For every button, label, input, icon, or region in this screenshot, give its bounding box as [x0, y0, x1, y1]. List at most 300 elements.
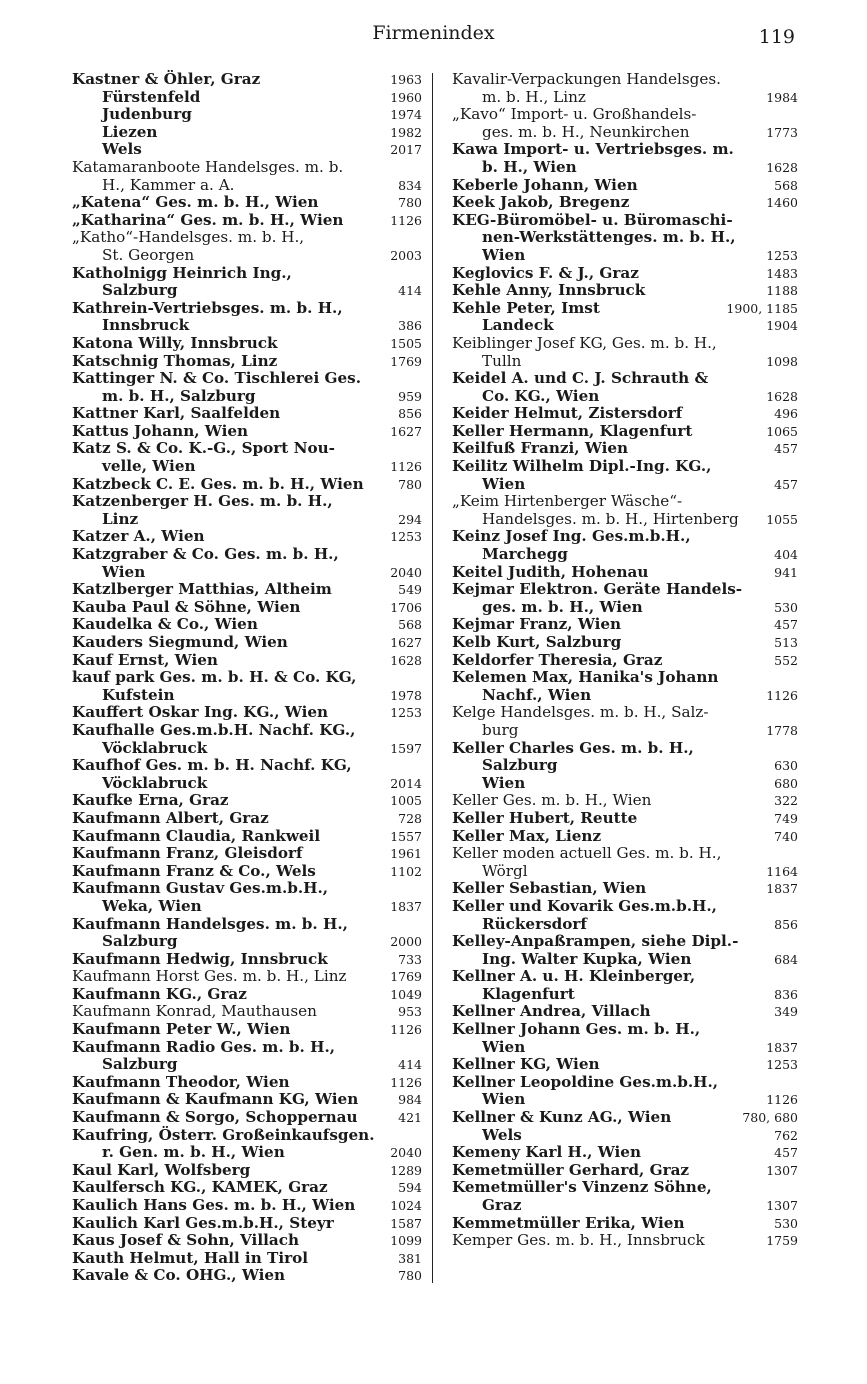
- index-entry: [72, 265, 422, 283]
- index-entry: [72, 828, 422, 846]
- index-entry: [72, 1267, 422, 1285]
- entry-name: Co. KG., Wien: [482, 386, 600, 405]
- entry-name: Kemetmüller's Vinzenz Söhne,: [452, 1178, 712, 1197]
- index-entry: [452, 916, 798, 934]
- index-entry: [72, 1091, 422, 1109]
- entry-name: Kaul Karl, Wolfsberg: [72, 1160, 251, 1179]
- index-entry: [452, 528, 798, 546]
- page-title: Firmenindex: [372, 22, 495, 44]
- entry-page-ref: 1982: [390, 124, 422, 140]
- entry-page-ref: 733: [398, 951, 422, 967]
- entry-name: „Keim Hirtenberger Wäsche“-: [452, 492, 683, 511]
- index-entry: [452, 775, 798, 793]
- entry-page-ref: 1307: [766, 1162, 798, 1178]
- entry-name: Kaulich Hans Ges. m. b. H., Wien: [72, 1196, 356, 1214]
- entry-name: Innsbruck: [102, 316, 190, 335]
- index-entry: [72, 493, 422, 511]
- entry-page-ref: 1974: [390, 107, 422, 123]
- entry-name: Katschnig Thomas, Linz: [72, 351, 278, 370]
- index-entry: [72, 124, 422, 142]
- index-entry: [72, 1215, 422, 1233]
- entry-name: Kaus Josef & Sohn, Villach: [72, 1231, 299, 1250]
- entry-page-ref: 2000: [390, 934, 422, 950]
- entry-name: Klagenfurt: [482, 984, 575, 1003]
- entry-name: burg: [482, 720, 519, 739]
- index-entry: [72, 845, 422, 863]
- entry-page-ref: 1597: [390, 740, 422, 756]
- index-entry: [452, 828, 798, 846]
- entry-page-ref: 1587: [390, 1215, 422, 1231]
- index-entry: [452, 89, 798, 107]
- index-entry: [452, 546, 798, 564]
- index-entry: [72, 634, 422, 652]
- entry-page-ref: 2017: [390, 142, 422, 158]
- entry-name: „Katena“ Ges. m. b. H., Wien: [72, 193, 319, 212]
- index-entry: [452, 1091, 798, 1109]
- entry-page-ref: 1049: [390, 986, 422, 1002]
- entry-page-ref: 1483: [766, 265, 798, 281]
- index-entry: [452, 616, 798, 634]
- entry-page-ref: 1706: [390, 599, 422, 615]
- entry-name: Katzbeck C. E. Ges. m. b. H., Wien: [72, 474, 364, 493]
- entry-name: Kehle Peter, Imst: [452, 298, 600, 317]
- index-entry: [72, 1021, 422, 1039]
- entry-name: Kattner Karl, Saalfelden: [72, 404, 281, 423]
- entry-page-ref: 1126: [390, 459, 422, 475]
- entry-name: Kaufmann Albert, Graz: [72, 808, 269, 827]
- entry-name: Kaufmann Gustav Ges.m.b.H.,: [72, 879, 329, 898]
- entry-name: Keider Helmut, Zistersdorf: [452, 404, 683, 423]
- entry-page-ref: 1759: [766, 1233, 798, 1249]
- entry-page-ref: 1773: [766, 124, 798, 140]
- entry-name: St. Georgen: [102, 245, 195, 264]
- entry-name: Kastner & Öhler, Graz: [72, 70, 261, 88]
- index-entry: [452, 740, 798, 758]
- entry-page-ref: 349: [774, 1004, 798, 1020]
- entry-name: Kauth Helmut, Hall in Tirol: [72, 1248, 308, 1267]
- entry-name: Wien: [482, 1037, 526, 1056]
- index-entry: [452, 704, 798, 722]
- index-entry: [452, 880, 798, 898]
- index-entry: [452, 1179, 798, 1197]
- entry-page-ref: 856: [774, 916, 798, 932]
- index-entry: [72, 933, 422, 951]
- index-entry: [452, 1056, 798, 1074]
- entry-name: Kelge Handelsges. m. b. H., Salz-: [452, 703, 709, 722]
- index-entry: [72, 177, 422, 195]
- entry-page-ref: 630: [774, 758, 798, 774]
- entry-name: Kaufhalle Ges.m.b.H. Nachf. KG.,: [72, 720, 356, 739]
- entry-page-ref: 2014: [390, 775, 422, 791]
- index-entry: [452, 1162, 798, 1180]
- index-entry: [452, 1074, 798, 1092]
- index-entry: [72, 247, 422, 265]
- entry-page-ref: 2040: [390, 1145, 422, 1161]
- entry-name: Kejmar Elektron. Geräte Handels-: [452, 580, 743, 599]
- index-entry: [72, 388, 422, 406]
- index-entry: [452, 476, 798, 494]
- entry-name: Kehle Anny, Innsbruck: [452, 281, 646, 300]
- index-entry: [452, 1109, 798, 1127]
- entry-page-ref: 1984: [766, 89, 798, 105]
- entry-name: ges. m. b. H., Neunkirchen: [482, 122, 690, 141]
- index-entry: [72, 1003, 422, 1021]
- index-entry: [72, 880, 422, 898]
- index-entry: [452, 353, 798, 371]
- index-entry: [452, 177, 798, 195]
- entry-name: velle, Wien: [102, 457, 196, 476]
- entry-name: Kelb Kurt, Salzburg: [452, 633, 622, 651]
- index-entry: [72, 1162, 422, 1180]
- entry-name: Fürstenfeld: [102, 87, 201, 106]
- entry-name: Marchegg: [482, 545, 568, 564]
- entry-name: Kellner Leopoldine Ges.m.b.H.,: [452, 1072, 719, 1091]
- entry-name: Kaulich Karl Ges.m.b.H., Steyr: [72, 1213, 334, 1232]
- index-entry: [72, 405, 422, 423]
- index-entry: [452, 229, 798, 247]
- entry-name: Kemper Ges. m. b. H., Innsbruck: [452, 1231, 705, 1250]
- entry-name: Kauffert Oskar Ing. KG., Wien: [72, 703, 329, 722]
- index-entry: [72, 968, 422, 986]
- index-entry: [72, 722, 422, 740]
- entry-name: Vöcklabruck: [102, 773, 208, 792]
- entry-name: Keldorfer Theresia, Graz: [452, 650, 663, 669]
- index-column-left: [72, 71, 422, 1285]
- entry-name: Ing. Walter Kupka, Wien: [482, 949, 692, 968]
- index-entry: [452, 124, 798, 142]
- index-entry: [72, 282, 422, 300]
- index-entry: [72, 1179, 422, 1197]
- entry-page-ref: 1024: [390, 1198, 422, 1213]
- index-entry: [72, 704, 422, 722]
- entry-page-ref: 414: [398, 1057, 422, 1073]
- index-entry: [452, 458, 798, 476]
- entry-page-ref: 1126: [390, 212, 422, 228]
- entry-page-ref: 1904: [766, 318, 798, 334]
- entry-name: „Katho“-Handelsges. m. b. H.,: [72, 228, 305, 247]
- entry-name: Rückersdorf: [482, 914, 587, 933]
- entry-name: m. b. H., Salzburg: [102, 386, 256, 405]
- index-entry: [452, 898, 798, 916]
- entry-page-ref: 1126: [766, 687, 798, 703]
- entry-page-ref: 1837: [390, 898, 422, 914]
- index-entry: [452, 194, 798, 212]
- entry-page-ref: 457: [774, 441, 798, 457]
- entry-page-ref: 1961: [390, 846, 422, 862]
- index-entry: [72, 687, 422, 705]
- entry-page-ref: 780, 680: [742, 1110, 798, 1126]
- index-entry: [72, 71, 422, 89]
- entry-name: Kaufmann Hedwig, Innsbruck: [72, 949, 328, 968]
- index-entry: [452, 265, 798, 283]
- index-entry: [72, 528, 422, 546]
- entry-name: nen-Werkstättenges. m. b. H.,: [482, 228, 736, 247]
- entry-name: Kaufmann Franz & Co., Wels: [72, 861, 316, 880]
- entry-name: b. H., Wien: [482, 157, 577, 176]
- entry-name: Keiblinger Josef KG, Ges. m. b. H.,: [452, 333, 717, 352]
- entry-name: Keller Hermann, Klagenfurt: [452, 421, 693, 440]
- entry-name: r. Gen. m. b. H., Wien: [102, 1143, 285, 1162]
- entry-page-ref: 322: [774, 793, 798, 809]
- entry-name: Liezen: [102, 122, 158, 141]
- entry-name: Keller und Kovarik Ges.m.b.H.,: [452, 896, 717, 915]
- index-entry: [452, 159, 798, 177]
- entry-page-ref: 1963: [390, 72, 422, 87]
- index-entry: [72, 599, 422, 617]
- entry-name: Salzburg: [102, 932, 178, 951]
- index-entry: [72, 757, 422, 775]
- entry-name: Salzburg: [102, 281, 178, 300]
- entry-name: ges. m. b. H., Wien: [482, 597, 643, 616]
- entry-name: Keek Jakob, Bregenz: [452, 193, 630, 212]
- entry-page-ref: 568: [774, 177, 798, 193]
- index-entry: [452, 370, 798, 388]
- entry-name: Katzenberger H. Ges. m. b. H.,: [72, 492, 333, 511]
- entry-name: Wien: [482, 245, 526, 264]
- entry-name: Katzer A., Wien: [72, 527, 205, 546]
- entry-name: Kaufmann KG., Graz: [72, 984, 247, 1003]
- entry-name: Kellner & Kunz AG., Wien: [452, 1108, 672, 1127]
- entry-name: Kavale & Co. OHG., Wien: [72, 1266, 286, 1285]
- index-entry: [72, 106, 422, 124]
- entry-page-ref: 836: [774, 986, 798, 1002]
- entry-name: Wien: [482, 1090, 526, 1109]
- entry-name: Kauf Ernst, Wien: [72, 650, 218, 669]
- entry-page-ref: 780: [398, 476, 422, 492]
- entry-name: Keller Sebastian, Wien: [452, 879, 647, 898]
- entry-name: Keidel A. und C. J. Schrauth &: [452, 369, 709, 388]
- index-entry: [452, 317, 798, 335]
- entry-page-ref: 1253: [390, 705, 422, 721]
- entry-name: m. b. H., Linz: [482, 87, 586, 106]
- index-entry: [452, 1127, 798, 1145]
- entry-name: kauf park Ges. m. b. H. & Co. KG,: [72, 668, 357, 687]
- index-entry: [452, 986, 798, 1004]
- entry-name: Kaufring, Österr. Großeinkaufsgen.: [72, 1125, 375, 1144]
- entry-name: Graz: [482, 1196, 522, 1214]
- entry-name: Kaufmann Handelsges. m. b. H.,: [72, 914, 348, 933]
- entry-page-ref: 780: [398, 195, 422, 211]
- entry-page-ref: 1253: [766, 1057, 798, 1073]
- entry-name: Kaufmann Theodor, Wien: [72, 1072, 290, 1091]
- entry-page-ref: 1627: [390, 423, 422, 439]
- entry-page-ref: 404: [774, 547, 798, 563]
- page-number: 119: [758, 26, 795, 48]
- index-entry: [452, 247, 798, 265]
- entry-page-ref: 1099: [390, 1233, 422, 1249]
- entry-page-ref: 1253: [766, 247, 798, 263]
- index-entry: [72, 1197, 422, 1215]
- entry-page-ref: 414: [398, 283, 422, 299]
- entry-page-ref: 762: [774, 1127, 798, 1143]
- entry-page-ref: 294: [398, 511, 422, 527]
- index-entry: [452, 951, 798, 969]
- entry-page-ref: 1628: [390, 652, 422, 668]
- entry-page-ref: 1627: [390, 635, 422, 650]
- index-entry: [72, 370, 422, 388]
- entry-name: Kaufmann Horst Ges. m. b. H., Linz: [72, 967, 347, 986]
- entry-name: Kellner Johann Ges. m. b. H.,: [452, 1020, 701, 1039]
- index-entry: [72, 564, 422, 582]
- entry-name: Kaufmann Claudia, Rankweil: [72, 826, 321, 845]
- entry-page-ref: 941: [774, 564, 798, 580]
- entry-name: Keilfuß Franzi, Wien: [452, 439, 629, 458]
- index-entry: [72, 89, 422, 107]
- entry-name: Katzlberger Matthias, Altheim: [72, 580, 332, 599]
- entry-page-ref: 1837: [766, 881, 798, 897]
- entry-page-ref: 1055: [766, 511, 798, 527]
- entry-name: Salzburg: [102, 1055, 178, 1074]
- index-entry: [452, 599, 798, 617]
- entry-page-ref: 1188: [766, 283, 798, 299]
- entry-page-ref: 953: [398, 1004, 422, 1020]
- entry-page-ref: 749: [774, 810, 798, 826]
- entry-page-ref: 530: [774, 1215, 798, 1231]
- entry-name: Kaufhof Ges. m. b. H. Nachf. KG,: [72, 756, 352, 775]
- entry-name: Kelley-Anpaßrampen, siehe Dipl.-: [452, 932, 739, 951]
- entry-name: Wörgl: [482, 861, 528, 880]
- index-entry: [72, 616, 422, 634]
- entry-name: Weka, Wien: [102, 896, 202, 915]
- entry-name: Kawa Import- u. Vertriebsges. m.: [452, 140, 734, 159]
- entry-page-ref: 513: [774, 635, 798, 650]
- index-entry: [452, 212, 798, 230]
- entry-name: Tulln: [482, 351, 522, 370]
- index-entry: [452, 1021, 798, 1039]
- entry-page-ref: 1005: [390, 793, 422, 809]
- index-entry: [72, 916, 422, 934]
- entry-name: Kaudelka & Co., Wien: [72, 615, 258, 634]
- index-entry: [72, 1056, 422, 1074]
- entry-name: „Kavo“ Import- u. Großhandels-: [452, 105, 697, 124]
- entry-name: Kaulfersch KG., KAMEK, Graz: [72, 1178, 328, 1197]
- entry-page-ref: 2040: [390, 564, 422, 580]
- entry-page-ref: 386: [398, 318, 422, 334]
- entry-name: Kaufmann Radio Ges. m. b. H.,: [72, 1037, 336, 1056]
- index-entry: [72, 669, 422, 687]
- entry-name: Kattus Johann, Wien: [72, 421, 249, 440]
- entry-name: Kattinger N. & Co. Tischlerei Ges.: [72, 369, 361, 388]
- index-entry: [452, 423, 798, 441]
- index-entry: [72, 792, 422, 810]
- index-entry: [72, 775, 422, 793]
- entry-name: Wien: [482, 773, 526, 792]
- entry-page-ref: 1126: [390, 1022, 422, 1038]
- entry-page-ref: 457: [774, 476, 798, 492]
- entry-name: Kauders Siegmund, Wien: [72, 633, 288, 651]
- index-entry: [72, 1109, 422, 1127]
- entry-name: Keberle Johann, Wien: [452, 175, 638, 194]
- entry-name: Vöcklabruck: [102, 738, 208, 757]
- entry-name: Katzgraber & Co. Ges. m. b. H.,: [72, 545, 339, 564]
- entry-name: Kaufmann & Kaufmann KG, Wien: [72, 1090, 359, 1109]
- entry-page-ref: 496: [774, 406, 798, 422]
- entry-page-ref: 1098: [766, 353, 798, 369]
- entry-page-ref: 568: [398, 617, 422, 633]
- entry-name: Kelemen Max, Hanika's Johann: [452, 668, 719, 687]
- index-entry: [452, 845, 798, 863]
- entry-name: Kufstein: [102, 685, 175, 704]
- entry-page-ref: 1769: [390, 969, 422, 985]
- index-entry: [452, 71, 798, 89]
- entry-page-ref: 1164: [766, 863, 798, 879]
- entry-page-ref: 959: [398, 388, 422, 404]
- index-entry: [452, 687, 798, 705]
- index-entry: [452, 282, 798, 300]
- entry-page-ref: 1126: [390, 1074, 422, 1090]
- entry-name: Kemmetmüller Erika, Wien: [452, 1213, 685, 1232]
- index-entry: [72, 353, 422, 371]
- entry-name: Kejmar Franz, Wien: [452, 615, 622, 634]
- index-entry: [72, 511, 422, 529]
- index-entry: [72, 335, 422, 353]
- entry-name: Katholnigg Heinrich Ing.,: [72, 263, 292, 282]
- entry-page-ref: 684: [774, 951, 798, 967]
- entry-name: Kaufmann & Sorgo, Schoppernau: [72, 1108, 358, 1127]
- entry-page-ref: 740: [774, 828, 798, 844]
- entry-name: Kaufmann Peter W., Wien: [72, 1020, 291, 1039]
- entry-name: Wels: [102, 140, 142, 159]
- index-entry: [72, 740, 422, 758]
- index-entry: [72, 423, 422, 441]
- index-entry: [452, 1144, 798, 1162]
- entry-name: Salzburg: [482, 756, 558, 775]
- index-entry: [452, 300, 798, 318]
- entry-page-ref: 1628: [766, 159, 798, 175]
- entry-page-ref: 984: [398, 1092, 422, 1108]
- index-entry: [72, 317, 422, 335]
- index-entry: [72, 458, 422, 476]
- entry-name: „Katharina“ Ges. m. b. H., Wien: [72, 210, 344, 229]
- entry-name: Wien: [102, 562, 146, 581]
- index-entry: [452, 1039, 798, 1057]
- index-entry: [72, 476, 422, 494]
- entry-name: Judenburg: [102, 105, 192, 124]
- entry-page-ref: 457: [774, 617, 798, 633]
- entry-name: Keller Max, Lienz: [452, 826, 602, 845]
- entry-name: Nachf., Wien: [482, 685, 592, 704]
- entry-name: Keilitz Wilhelm Dipl.-Ing. KG.,: [452, 457, 712, 476]
- index-entry: [72, 212, 422, 230]
- entry-name: Kemeny Karl H., Wien: [452, 1143, 641, 1162]
- entry-page-ref: 530: [774, 599, 798, 615]
- entry-page-ref: 680: [774, 775, 798, 791]
- index-entry: [72, 810, 422, 828]
- entry-page-ref: 1505: [390, 335, 422, 351]
- entry-name: Katona Willy, Innsbruck: [72, 333, 278, 352]
- entry-page-ref: 780: [398, 1268, 422, 1284]
- entry-name: Keglovics F. & J., Graz: [452, 263, 639, 282]
- entry-page-ref: 1900, 1185: [726, 300, 798, 316]
- index-entry: [452, 388, 798, 406]
- index-entry: [72, 1127, 422, 1145]
- entry-name: Kellner Andrea, Villach: [452, 1002, 651, 1021]
- index-entry: [452, 863, 798, 881]
- index-entry: [72, 1039, 422, 1057]
- index-entry: [72, 581, 422, 599]
- entry-page-ref: 381: [398, 1250, 422, 1266]
- entry-page-ref: 1978: [390, 687, 422, 703]
- index-entry: [72, 1250, 422, 1268]
- index-entry: [72, 159, 422, 177]
- entry-page-ref: 549: [398, 582, 422, 598]
- index-entry: [72, 898, 422, 916]
- index-entry: [452, 722, 798, 740]
- entry-name: Kemetmüller Gerhard, Graz: [452, 1160, 690, 1179]
- entry-name: Katz S. & Co. K.-G., Sport Nou-: [72, 439, 335, 458]
- index-entry: [452, 669, 798, 687]
- entry-page-ref: 1837: [766, 1039, 798, 1055]
